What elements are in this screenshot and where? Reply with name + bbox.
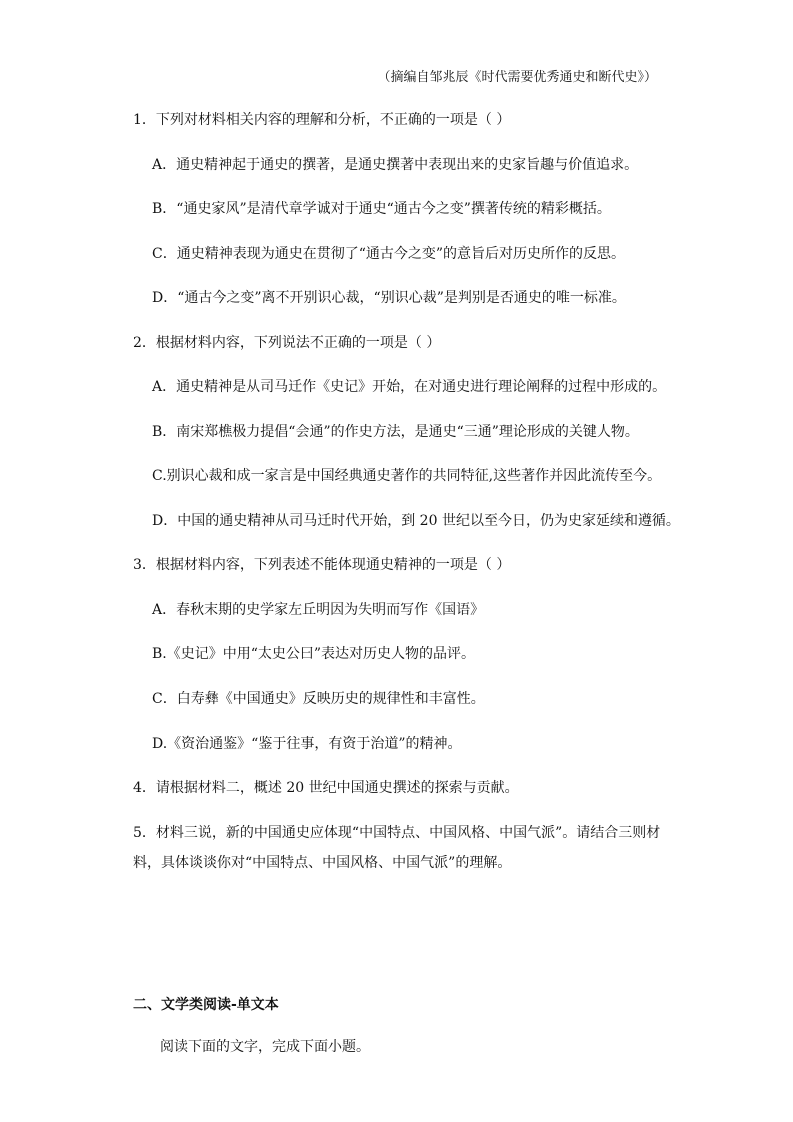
section-heading: 二、文学类阅读-单文本 xyxy=(133,997,279,1013)
question-1-option-c: C．通史精神表现为通史在贯彻了“通古今之变”的意旨后对历史所作的反思。 xyxy=(152,246,626,262)
question-5-line-2: 料，具体谈谈你对“中国特点、中国风格、中国气派”的理解。 xyxy=(133,855,512,871)
question-4: 4．请根据材料二，概述 20 世纪中国通史撰述的探索与贡献。 xyxy=(133,780,519,796)
section-instruction: 阅读下面的文字，完成下面小题。 xyxy=(160,1039,370,1055)
question-1-option-d: D．“通古今之变”离不开别识心裁，“别识心裁”是判别是否通史的唯一标准。 xyxy=(152,290,626,306)
source-citation: （摘编自邹兆辰《时代需要优秀通史和断代史》） xyxy=(377,70,657,85)
question-1-stem: 1．下列对材料相关内容的理解和分析，不正确的一项是（ ） xyxy=(133,112,511,128)
question-3-option-d: D.《资治通鉴》“鉴于往事，有资于治道”的精神。 xyxy=(152,736,462,752)
question-2-stem: 2．根据材料内容，下列说法不正确的一项是（ ） xyxy=(133,335,441,351)
question-2-option-b: B．南宋郑樵极力提倡“会通”的作史方法，是通史“三通”理论形成的关键人物。 xyxy=(152,424,639,440)
question-3-option-b: B.《史记》中用“太史公曰”表达对历史人物的品评。 xyxy=(152,646,476,662)
question-3-option-c: C．白寿彝《中国通史》反映历史的规律性和丰富性。 xyxy=(152,691,485,707)
question-2-option-c: C.别识心裁和成一家言是中国经典通史著作的共同特征,这些著作并因此流传至今。 xyxy=(152,468,662,484)
question-3-option-a: A．春秋末期的史学家左丘明因为失明而写作《国语》 xyxy=(152,602,485,618)
question-3-stem: 3．根据材料内容，下列表述不能体现通史精神的一项是（ ） xyxy=(133,557,511,573)
question-1-option-a: A．通史精神起于通史的撰著，是通史撰著中表现出来的史家旨趣与价值追求。 xyxy=(152,157,639,173)
question-2-option-d: D．中国的通史精神从司马迁时代开始，到 20 世纪以至今日，仍为史家延续和遵循。 xyxy=(152,513,680,529)
question-1-option-b: B．“通史家风”是清代章学诚对于通史“通古今之变”撰著传统的精彩概括。 xyxy=(152,201,611,217)
question-5-line-1: 5．材料三说，新的中国通史应体现“中国特点、中国风格、中国气派”。请结合三则材 xyxy=(133,825,661,841)
question-2-option-a: A．通史精神是从司马迁作《史记》开始，在对通史进行理论阐释的过程中形成的。 xyxy=(152,379,667,395)
